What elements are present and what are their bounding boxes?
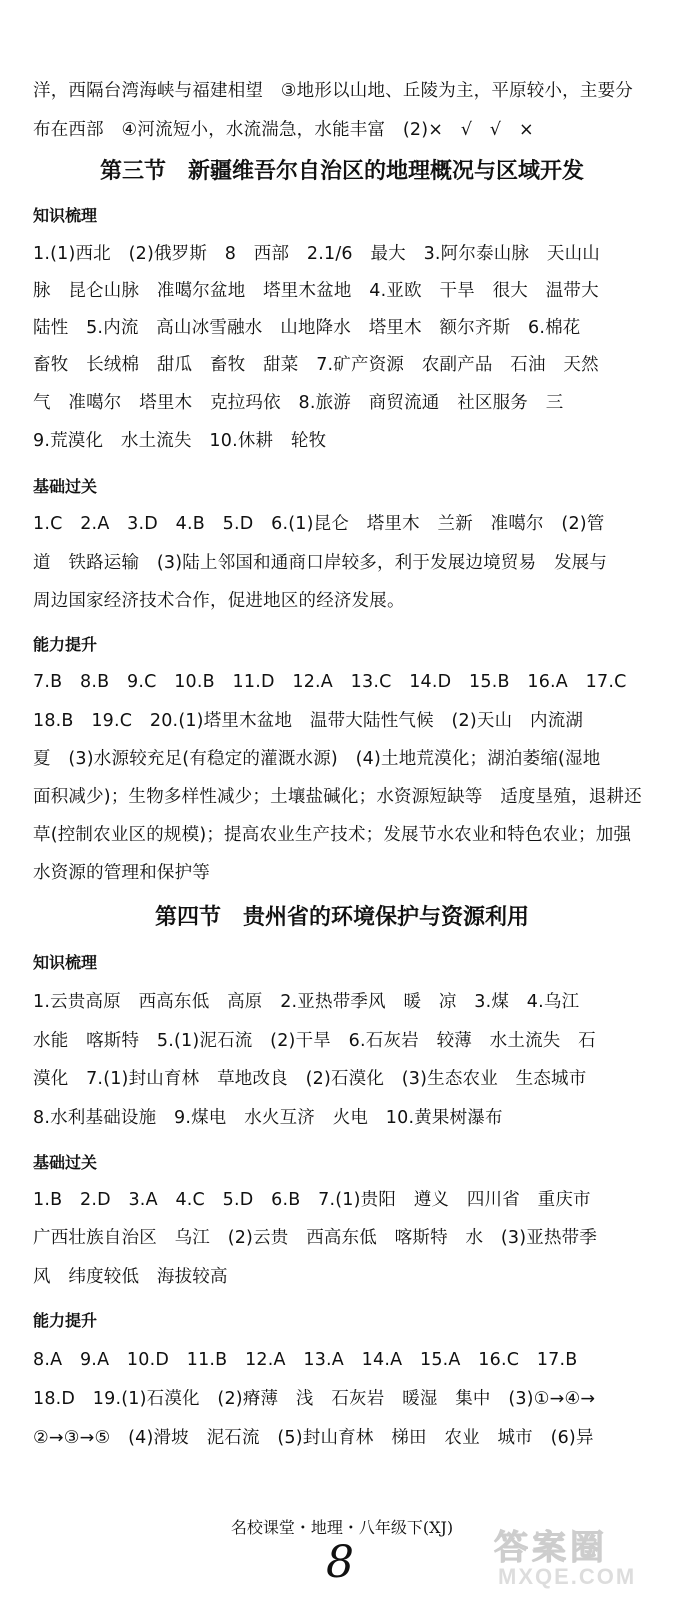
- watermark-logo: [490, 1520, 670, 1590]
- section4-knowledge-line: 水能 喀斯特 5.(1)泥石流 (2)干旱 6.石灰岩 较薄 水土流失 石: [33, 1031, 596, 1051]
- section3-knowledge-line: 9.荒漠化 水土流失 10.休耕 轮牧: [33, 431, 327, 451]
- section3-basic-line: 1.C 2.A 3.D 4.B 5.D 6.(1)昆仑 塔里木 兰新 准噶尔 (2)管: [33, 514, 605, 534]
- section4-ability-heading: 能力提升: [33, 1311, 98, 1330]
- section3-ability-line: 7.B 8.B 9.C 10.B 11.D 12.A 13.C 14.D 15.B 16.A 17.C: [33, 672, 627, 692]
- intro-line-1: 洋，西隔台湾海峡与福建相望 ③地形以山地、丘陵为主，平原较小，主要分: [33, 81, 633, 101]
- page-number: 8: [326, 1537, 354, 1588]
- section4-knowledge-line: 8.水利基础设施 9.煤电 水火互济 火电 10.黄果树瀑布: [33, 1108, 503, 1128]
- section4-basic-line: 广西壮族自治区 乌江 (2)云贵 西高东低 喀斯特 水 (3)亚热带季: [33, 1228, 598, 1248]
- section3-title: 第三节 新疆维吾尔自治区的地理概况与区域开发: [99, 159, 584, 184]
- watermark-domain: MXQE.COM: [498, 1564, 637, 1589]
- section3-ability-line: 水资源的管理和保护等: [33, 863, 210, 883]
- section3-basic-heading: 基础过关: [33, 477, 98, 496]
- section4-knowledge-heading: 知识梳理: [33, 953, 98, 972]
- section4-basic-line: 风 纬度较低 海拔较高: [33, 1267, 228, 1287]
- section3-knowledge-line: 陆性 5.内流 高山冰雪融水 山地降水 塔里木 额尔齐斯 6.棉花: [33, 318, 581, 338]
- section3-ability-line: 草(控制农业区的规模)；提高农业生产技术；发展节水农业和特色农业；加强: [33, 825, 632, 845]
- section3-ability-line: 面积减少)；生物多样性减少；土壤盐碱化；水资源短缺等 适度垦殖，退耕还: [33, 787, 642, 807]
- watermark-glyphs: 答案圈: [494, 1528, 608, 1568]
- section3-knowledge-line: 畜牧 长绒棉 甜瓜 畜牧 甜菜 7.矿产资源 农副产品 石油 天然: [33, 355, 599, 375]
- section3-ability-line: 夏 (3)水源较充足(有稳定的灌溉水源) (4)土地荒漠化；湖泊萎缩(湿地: [33, 749, 601, 769]
- book-footer: 名校课堂・地理・八年级下(XJ): [230, 1518, 454, 1537]
- section3-knowledge-line: 气 准噶尔 塔里木 克拉玛依 8.旅游 商贸流通 社区服务 三: [33, 393, 564, 413]
- section3-knowledge-line: 1.(1)西北 (2)俄罗斯 8 西部 2.1/6 最大 3.阿尔泰山脉 天山山: [33, 244, 600, 264]
- section4-knowledge-line: 漠化 7.(1)封山育林 草地改良 (2)石漠化 (3)生态农业 生态城市: [33, 1069, 587, 1089]
- section4-ability-line: 18.D 19.(1)石漠化 (2)瘠薄 浅 石灰岩 暖湿 集中 (3)①→④→: [33, 1389, 596, 1409]
- section3-knowledge-heading: 知识梳理: [33, 206, 98, 225]
- section4-basic-line: 1.B 2.D 3.A 4.C 5.D 6.B 7.(1)贵阳 遵义 四川省 重庆市: [33, 1190, 591, 1210]
- section4-ability-line: 8.A 9.A 10.D 11.B 12.A 13.A 14.A 15.A 16.C 17.B: [33, 1350, 578, 1370]
- section4-basic-heading: 基础过关: [33, 1153, 98, 1172]
- section3-ability-line: 18.B 19.C 20.(1)塔里木盆地 温带大陆性气候 (2)天山 内流湖: [33, 711, 584, 731]
- section4-title: 第四节 贵州省的环境保护与资源利用: [154, 905, 529, 930]
- section4-knowledge-line: 1.云贵高原 西高东低 高原 2.亚热带季风 暖 凉 3.煤 4.乌江: [33, 992, 580, 1012]
- section3-ability-heading: 能力提升: [33, 635, 98, 654]
- intro-line-2: 布在西部 ④河流短小，水流湍急，水能丰富 (2)× √ √ ×: [33, 120, 534, 140]
- section3-basic-line: 周边国家经济技术合作，促进地区的经济发展。: [33, 591, 405, 611]
- section3-basic-line: 道 铁路运输 (3)陆上邻国和通商口岸较多，利于发展边境贸易 发展与: [33, 553, 608, 573]
- section4-ability-line: ②→③→⑤ (4)滑坡 泥石流 (5)封山育林 梯田 农业 城市 (6)异: [33, 1428, 594, 1448]
- section3-knowledge-line: 脉 昆仑山脉 准噶尔盆地 塔里木盆地 4.亚欧 干旱 很大 温带大: [33, 281, 599, 301]
